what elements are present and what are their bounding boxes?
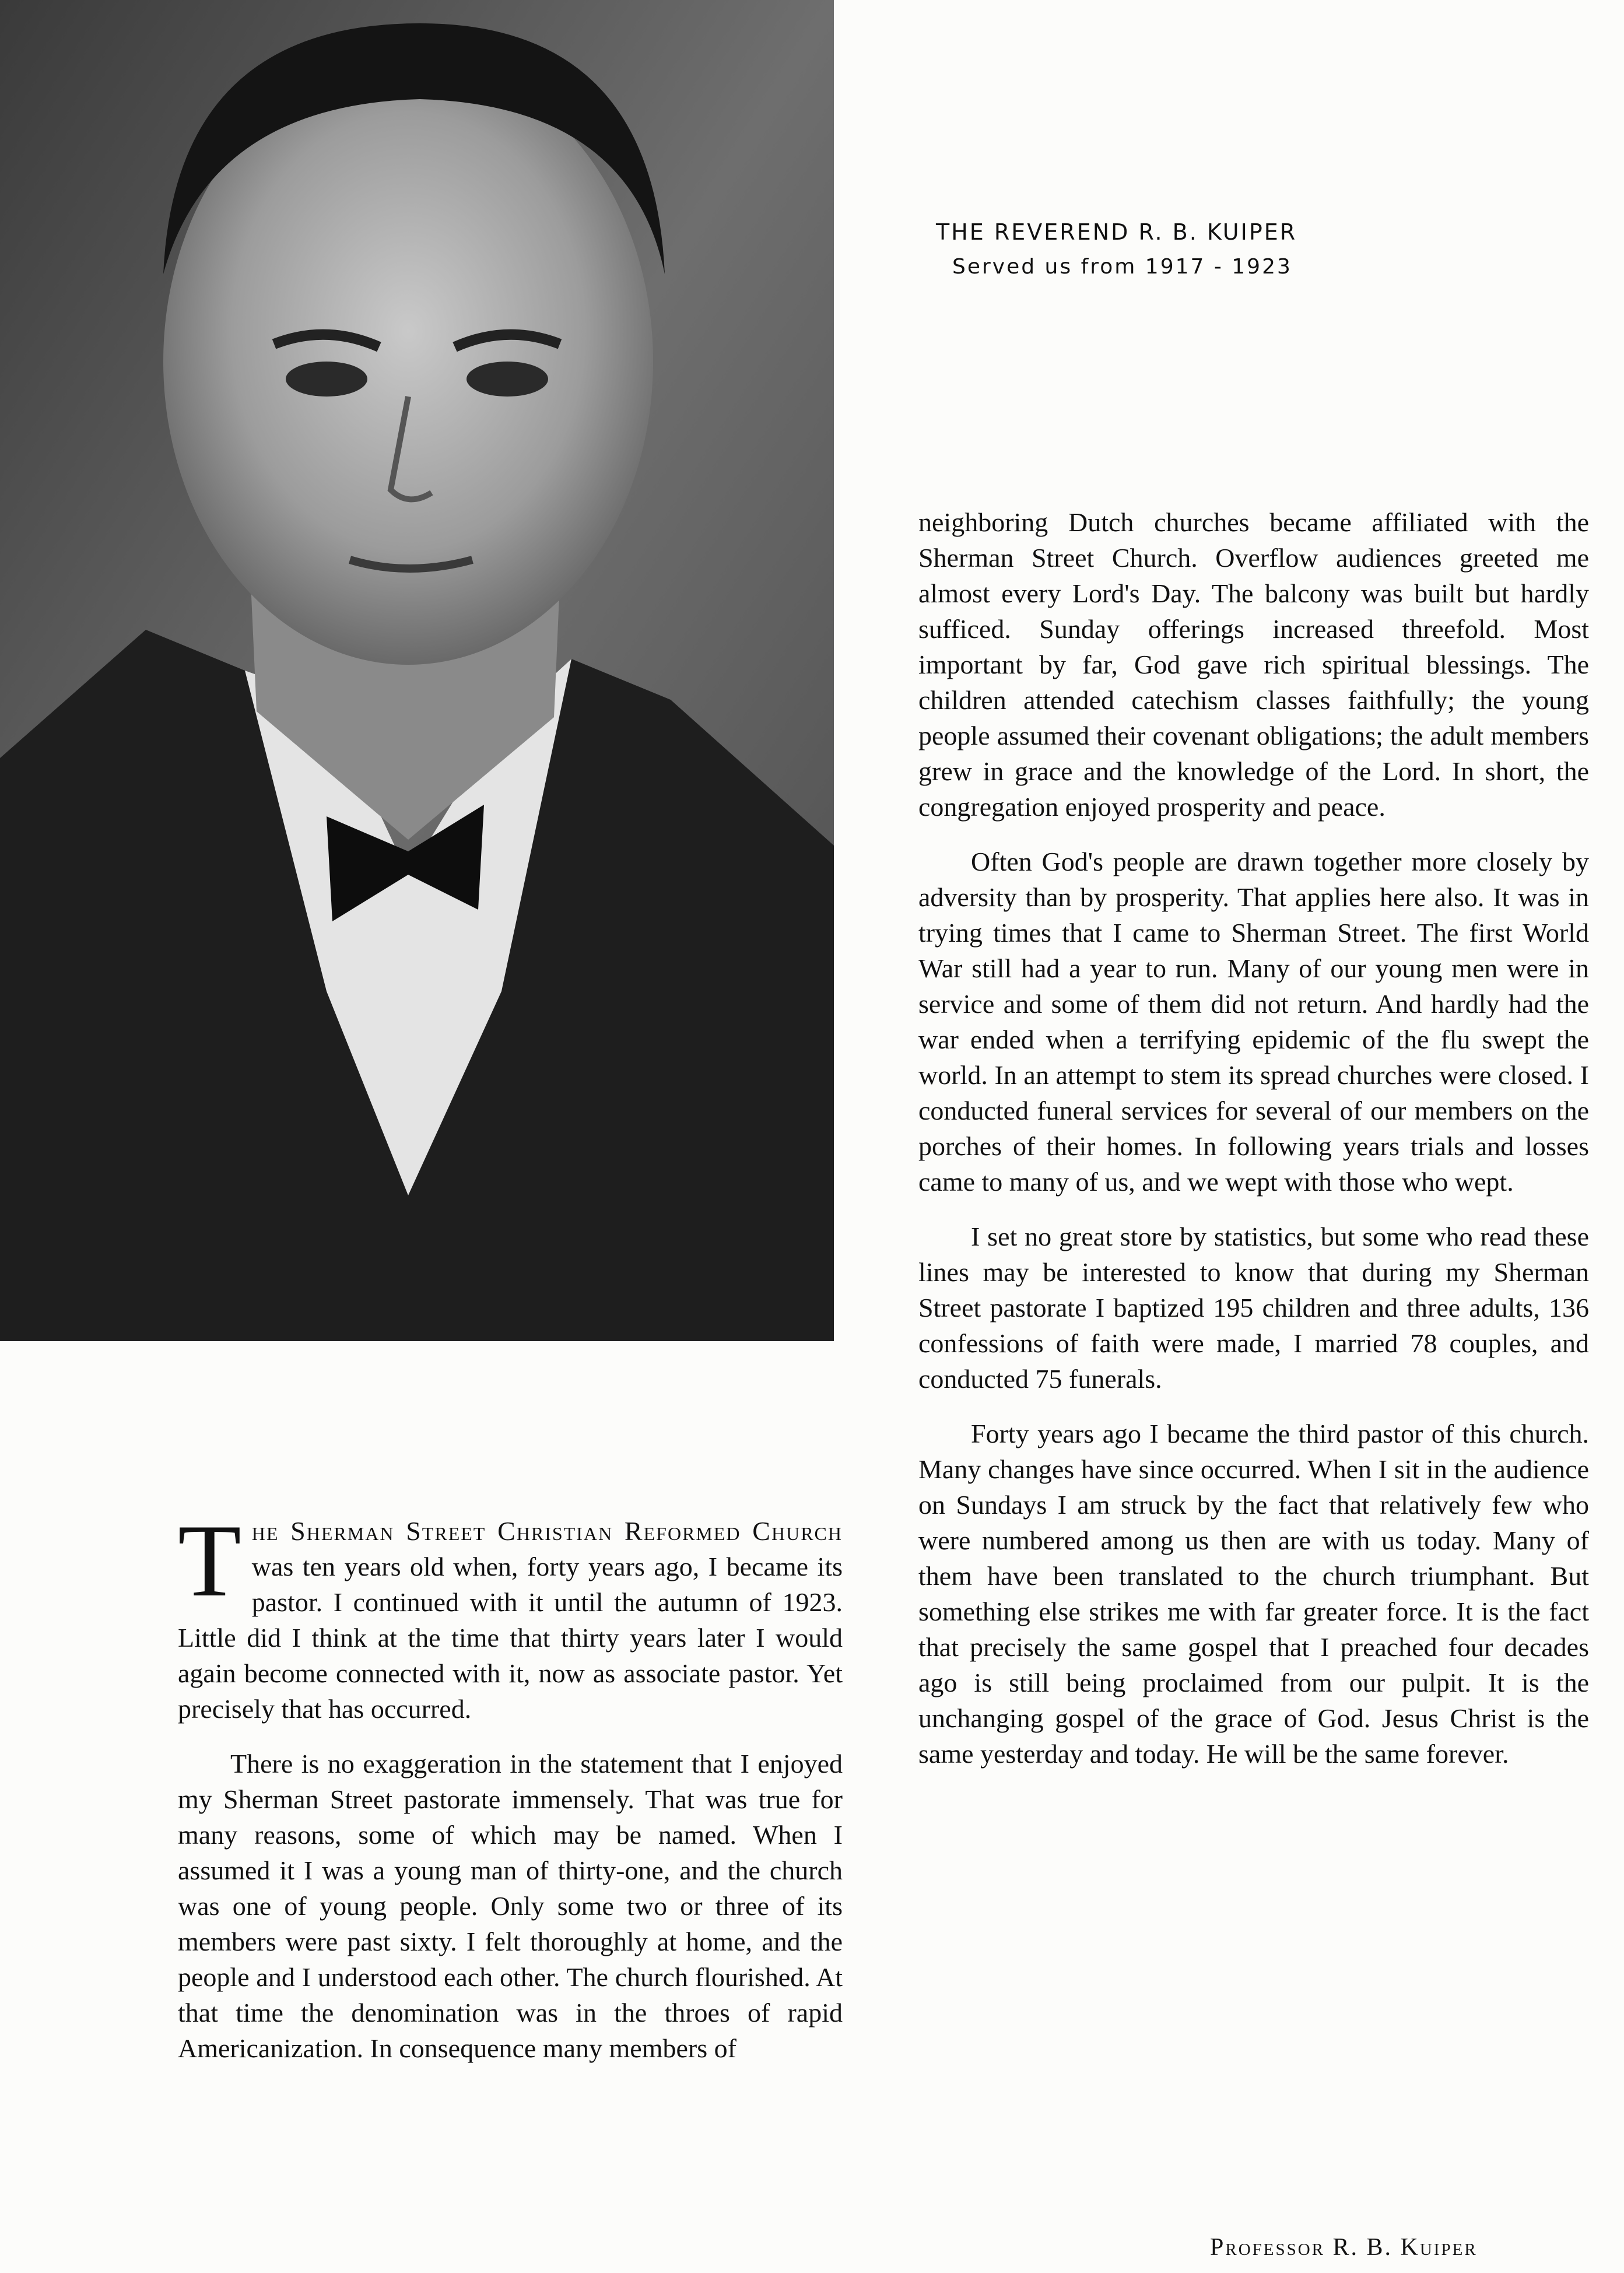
- intro-smallcaps: he Sherman Street Christian Reformed Church: [251, 1516, 843, 1546]
- paragraph: There is no exaggeration in the statement that I enjoyed my Sherman Street pastorate immensely. That was true for many reasons, some of which may be named. When I assumed it I was a young man of thirty-one, and the church was one of young people. Only some two or three of its members were past sixty. I felt thoroughly at home, and the people and I understood each other. The church flourished. At that time the denomination was in the throes of rapid Americanization. In consequence many members of: [178, 1749, 843, 2063]
- caption-title: THE REVEREND R. B. KUIPER: [936, 219, 1297, 245]
- intro-text: was ten years old when, forty years ago, I became its pastor. I continued with it until the autumn of 1923. Little did I think at the time that thirty years later I would again become connected with it, now as associate pastor. Yet precisely that has occurred.: [178, 1552, 843, 1724]
- article-left-column: [178, 1503, 843, 2085]
- photo-caption: [936, 215, 1297, 285]
- paragraph: neighboring Dutch churches became affiliated with the Sherman Street Church. Overflow audiences greeted me almost every Lord's Day. The balcony was built but hardly sufficed. Sunday offerings increased threefold. Most important by far, God gave rich spiritual blessings. The children attended catechism classes faithfully; the young people assumed their covenant obligations; the adult members grew in grace and the knowledge of the Lord. In short, the congregation enjoyed prosperity and peace.: [918, 507, 1589, 822]
- paragraph: Forty years ago I became the third pastor of this church. Many changes have since occurred. When I sit in the audience on Sundays I am struck by the fact that relatively few who were numbered among us then are with us today. Many of them have been translated to the church triumphant. But something else strikes me with far greater force. It is the fact that precisely the same gospel that I preached four decades ago is still being proclaimed from our pulpit. It is the unchanging gospel of the grace of God. Jesus Christ is the same yesterday and today. He will be the same forever.: [918, 1419, 1589, 1769]
- article-right-column: [918, 504, 1589, 1791]
- portrait-photo: [0, 0, 834, 1341]
- drop-cap: T: [178, 1503, 241, 1618]
- paragraph: I set no great store by statistics, but some who read these lines may be interested to know that during my Sherman Street pastorate I baptized 195 children and three adults, 136 confessions of faith were made, I married 78 couples, and conducted 75 funerals.: [918, 1222, 1589, 1394]
- paragraph: Often God's people are drawn together more closely by adversity than by prosperity. That applies here also. It was in trying times that I came to Sherman Street. The first World War still had a year to run. Many of our young men were in service and some of them did not return. And hardly had the war ended when a terrifying epidemic of the flu swept the world. In an attempt to stem its spread churches were closed. I conducted funeral services for several of our members on the porches of their homes. In following years trials and losses came to many of us, and we wept with those who wept.: [918, 847, 1589, 1197]
- author-signature: Professor R. B. Kuiper: [1210, 2234, 1478, 2261]
- caption-dates: Served us from 1917 - 1923: [952, 255, 1292, 279]
- paragraph-intro: [178, 1503, 843, 1727]
- portrait-icon: [0, 0, 834, 1341]
